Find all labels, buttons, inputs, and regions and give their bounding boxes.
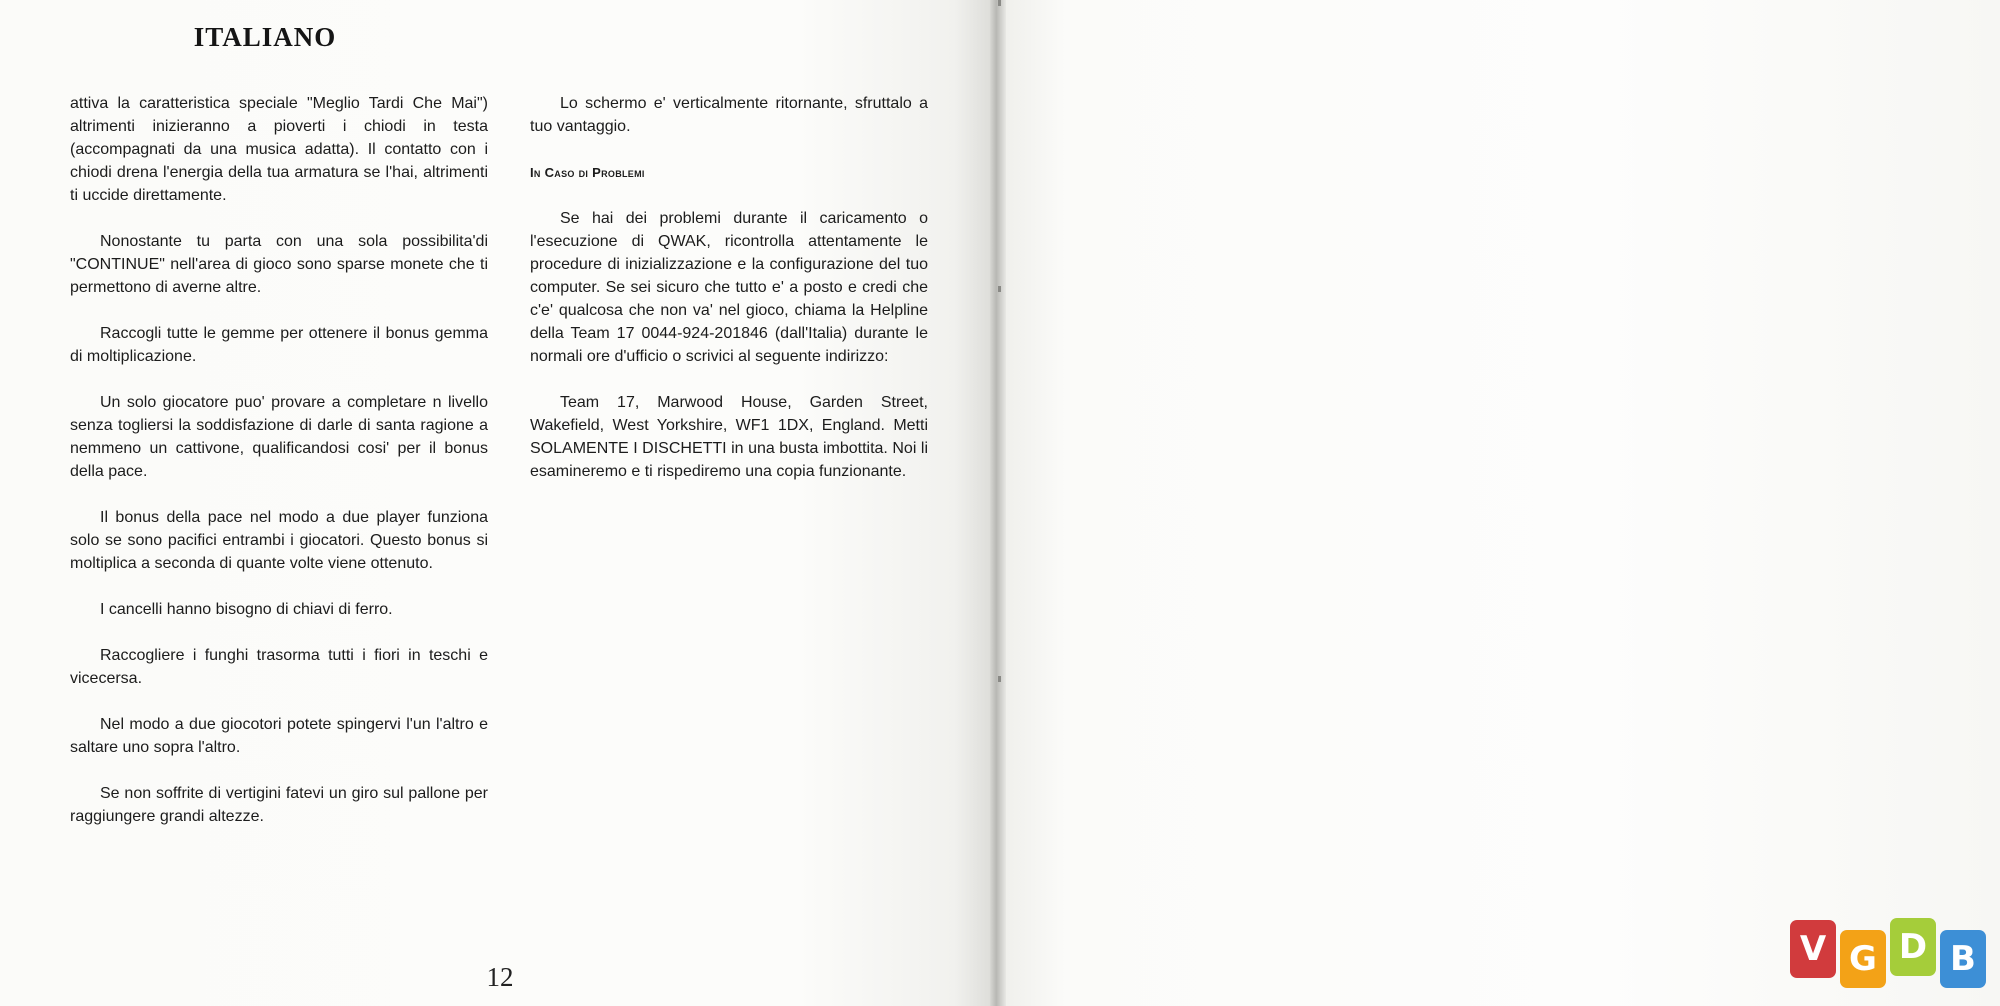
gutter-mark: [998, 0, 1001, 6]
paragraph: Raccogli tutte le gemme per ottenere il bonus gemma di moltiplicazione.: [70, 325, 488, 365]
logo-tile: B: [1940, 930, 1986, 988]
paragraph: Raccogliere i funghi trasorma tutti i fiori in teschi e vicecersa.: [70, 647, 488, 687]
paragraph: Nonostante tu parta con una sola possibilita'di "CONTINUE" nell'area di gioco sono sparse monete che ti permettono di averne altre.: [70, 233, 488, 296]
logo-tile: G: [1840, 930, 1886, 988]
paragraph: I cancelli hanno bisogno di chiavi di ferro.: [100, 601, 393, 618]
paragraph: Team 17, Marwood House, Garden Street, Wakefield, West Yorkshire, WF1 1DX, England. Metti SOLAMENTE I DISCHETTI in una busta imbottita. Noi li esamineremo e ti rispediremo una copia funzionante.: [530, 394, 928, 480]
paragraph: Se non soffrite di vertigini fatevi un giro sul pallone per raggiungere grandi altezze.: [70, 785, 488, 825]
left-text-column: [70, 92, 488, 851]
right-page-blank: [1006, 0, 2000, 1006]
paragraph: Nel modo a due giocotori potete spingervi l'un l'altro e saltare uno sopra l'altro.: [70, 716, 488, 756]
paragraph: Lo schermo e' verticalmente ritornante, sfruttalo a tuo vantaggio.: [530, 95, 928, 135]
gutter-mark: [998, 286, 1001, 292]
left-page: [0, 0, 994, 1006]
paragraph: attiva la caratteristica speciale "Meglio Tardi Che Mai") altrimenti inizieranno a pioverti i chiodi in testa (accompagnati da una musica adatta). Il contatto con i chiodi drena l'energia della tua armatura se l'hai, altrimenti ti uccide direttamente.: [70, 95, 488, 204]
section-title: In Caso di Problemi: [530, 165, 645, 180]
paragraph: Il bonus della pace nel modo a due player funziona solo se sono pacifici entrambi i giocatori. Questo bonus si moltiplica a seconda di quante volte viene ottenuto.: [70, 509, 488, 572]
paragraph: Un solo giocatore puo' provare a completare n livello senza togliersi la soddisfazione di darle di santa ragione a nemmeno un cattivone, qualificandosi cosi' per il bonus della pace.: [70, 394, 488, 480]
logo-tile: V: [1790, 920, 1836, 978]
vgdb-watermark-logo: [1790, 918, 1992, 996]
paragraph: Se hai dei problemi durante il caricamento o l'esecuzione di QWAK, ricontrolla attentamente le procedure di inizializzazione e la configurazione del tuo computer. Se sei sicuro che tutto e' a posto e credi che c'e' qualcosa che non va' nel gioco, chiama la Helpline della Team 17 0044-924-201846 (dall'Italia) durante le normali ore d'ufficio o scrivici al seguente indirizzo:: [530, 210, 928, 365]
logo-tile: D: [1890, 918, 1936, 976]
gutter-mark: [998, 676, 1001, 682]
page-number: 12: [486, 962, 514, 992]
right-text-column: [530, 92, 928, 506]
language-heading: ITALIANO: [193, 22, 337, 52]
